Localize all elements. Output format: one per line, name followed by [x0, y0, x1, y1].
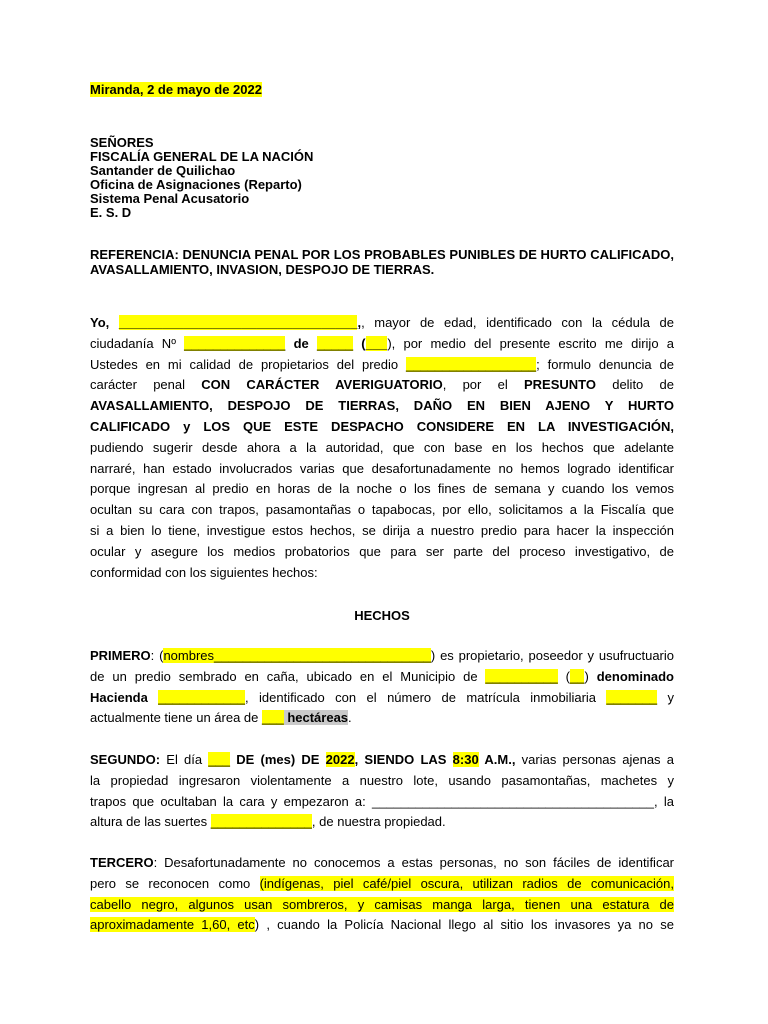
tercero-paragraph	[90, 853, 674, 936]
primero-line-3: Hacienda ____________, identificado con el número de matrícula inmobiliaria _______ y	[90, 689, 674, 705]
intro-line-11: si a bien lo tiene, investigue estos hechos, se dirija a nuestro predio para hacer la inspección	[90, 522, 674, 538]
intro-paragraph	[90, 313, 674, 583]
intro-line-5: AVASALLAMIENTO, DESPOJO DE TIERRAS, DAÑO EN BIEN AJENO Y HURTO	[90, 398, 674, 414]
primero-line-2: de un predio sembrado en caña, ubicado en el Municipio de __________ (__) denominado	[90, 668, 674, 684]
recipient-line: FISCALÍA GENERAL DE LA NACIÓN	[90, 149, 314, 164]
intro-line-4: carácter penal CON CARÁCTER AVERIGUATORIO, por el PRESUNTO delito de	[90, 377, 674, 393]
tercero-line-1: TERCERO: Desafortunadamente no conocemos a estas personas, no son fáciles de identificar	[90, 855, 674, 870]
recipient-line: Santander de Quilichao	[90, 163, 236, 178]
primero-line-4: actualmente tiene un área de ___ hectáreas.	[90, 710, 352, 726]
tercero-line-2: pero se reconocen como (indígenas, piel café/piel oscura, utilizan radios de comunicación,	[90, 875, 674, 891]
intro-line-9: porque ingresan al predio en horas de la noche o los fines de semana y cuando los vemos	[90, 481, 674, 497]
segundo-line-4: altura de las suertes ______________, de nuestra propiedad.	[90, 814, 446, 830]
segundo-paragraph	[90, 750, 674, 833]
reference-line: REFERENCIA: DENUNCIA PENAL POR LOS PROBABLES PUNIBLES DE HURTO CALIFICADO, AVASALLAMIENTO, INVASION, DESPOJO DE TIERRAS.	[90, 247, 674, 277]
intro-line-12: ocular y asegure los medios probatorios que para ser parte del proceso investigativo, de	[90, 543, 674, 559]
intro-line-13: conformidad con los siguientes hechos:	[90, 564, 318, 580]
intro-line-10: ocultan su cara con trapos, pasamontañas o tapabocas, por ello, solicitamos a la Fiscalía que	[90, 502, 674, 518]
segundo-line-2: la propiedad ingresaron violentamente a nuestro lote, usando pasamontañas, machetes y	[90, 772, 674, 788]
recipient-line: E. S. D	[90, 205, 132, 220]
intro-line-8: narraré, han estado involucrados varias que desafortunadamente no hemos logrado identificar	[90, 460, 674, 476]
primero-line-1: PRIMERO: (nombres______________________________) es propietario, poseedor y usufructuario	[90, 648, 674, 663]
intro-line-2: ciudadanía Nº ______________ de _____ (___), por medio del presente escrito me dirijo a	[90, 335, 674, 351]
intro-line-3: Ustedes en mi calidad de propietarios del predio __________________; formulo denuncia de	[90, 356, 674, 372]
recipient-line: SEÑORES	[90, 135, 154, 150]
intro-line-1: Yo, _________________________________,, mayor de edad, identificado con la cédula de	[90, 315, 675, 330]
place-date: Miranda, 2 de mayo de 2022	[90, 82, 262, 97]
recipient-line: Sistema Penal Acusatorio	[90, 191, 250, 206]
hechos-heading: HECHOS	[354, 608, 410, 623]
segundo-line-1: SEGUNDO: El día ___ DE (mes) DE 2022, SIENDO LAS 8:30 A.M., varias personas ajenas a	[90, 752, 674, 767]
recipient-block	[90, 136, 313, 220]
segundo-line-3: trapos que ocultaban la cara y empezaron a: _______________________________________, la	[90, 793, 674, 809]
tercero-line-3: cabello negro, algunos usan sombreros, y camisas manga larga, tienen una estatura de	[90, 896, 674, 912]
tercero-line-4: aproximadamente 1,60, etc) , cuando la Policía Nacional llego al sitio los invasores ya no se	[90, 917, 674, 933]
recipient-line: Oficina de Asignaciones (Reparto)	[90, 177, 302, 192]
primero-paragraph	[90, 646, 674, 729]
intro-line-7: pudiendo sugerir desde ahora a la autoridad, que con base en los hechos que adelante	[90, 439, 674, 455]
intro-line-6: CALIFICADO y LOS QUE ESTE DESPACHO CONSIDERE EN LA INVESTIGACIÓN,	[90, 418, 674, 434]
